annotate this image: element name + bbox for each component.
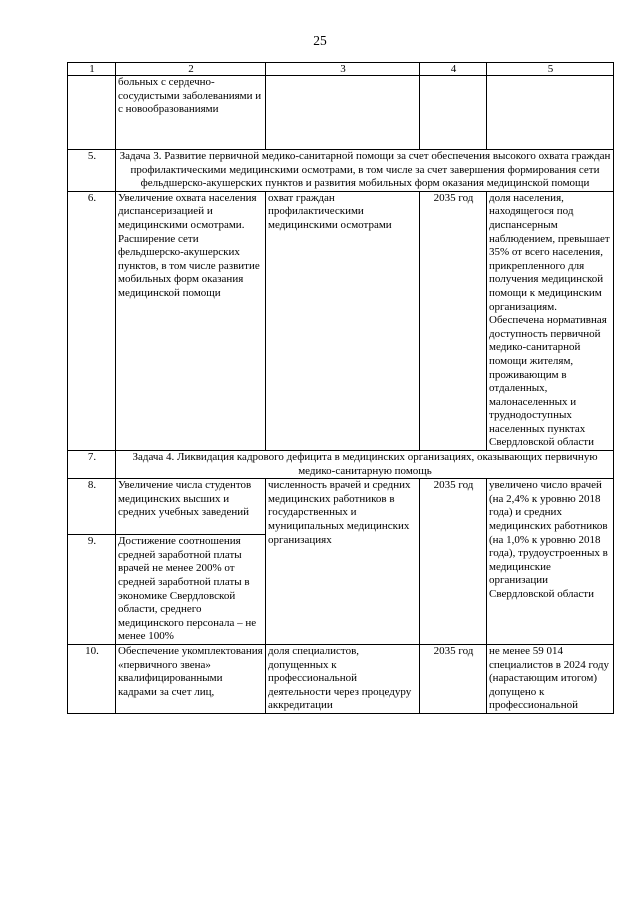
task-row xyxy=(68,150,614,192)
task-title: Задача 4. Ликвидация кадрового дефицита в медицинских организациях, оказывающих первичную медико-санитарную помощь xyxy=(116,451,614,479)
deadline-cell xyxy=(420,76,487,150)
result-cell: доля населения, находящегося под диспансерным наблюдением, превышает 35% от всего населения, прикрепленного для получения медицинской помощи к медицинским организациям. Обеспечена нормативная доступность первичной медико-санитарной помощи жителям, проживающим в отдаленных, малонаселенных и труднодоступных населенных пунктах Свердловской области xyxy=(487,191,614,450)
measure-cell: Увеличение числа студентов медицинских высших и средних учебных заведений xyxy=(116,479,266,535)
result-cell: не менее 59 014 специалистов в 2024 году (нарастающим итогом) допущено к профессиональной xyxy=(487,645,614,714)
table-header-row xyxy=(68,63,614,76)
measures-table xyxy=(67,62,614,714)
measure-cell: Обеспечение укомплектования «первичного звена» квалифицированными кадрами за счет лиц, xyxy=(116,645,266,714)
deadline-cell: 2035 год xyxy=(420,645,487,714)
row-number: 10. xyxy=(68,645,116,714)
indicator-cell xyxy=(266,76,420,150)
row-number: 8. xyxy=(68,479,116,535)
header-cell: 4 xyxy=(420,63,487,76)
row-number: 6. xyxy=(68,191,116,450)
measure-cell: Увеличение охвата населения диспансеризацией и медицинскими осмотрами. Расширение сети фельдшерско-акушерских пунктов, в том числе развитие мобильных форм оказания медицинской помощи xyxy=(116,191,266,450)
result-cell xyxy=(487,76,614,150)
page-number: 25 xyxy=(313,33,327,48)
measure-cell: Достижение соотношения средней заработной платы врачей не менее 200% от средней заработной платы в экономике Свердловской области, среднего медицинского персонала – не менее 100% xyxy=(116,535,266,645)
header-cell: 5 xyxy=(487,63,614,76)
task-title: Задача 3. Развитие первичной медико-санитарной помощи за счет обеспечения высокого охвата граждан профилактическими медицинскими осмотрами, в том числе за счет завершения формирования сети фельдшерско-акушерских пунктов и развития мобильных форм оказания медицинской помощи xyxy=(116,150,614,192)
indicator-cell: численность врачей и средних медицинских работников в государственных и муниципальных медицинских организациях xyxy=(266,479,420,645)
header-cell: 2 xyxy=(116,63,266,76)
task-row xyxy=(68,451,614,479)
table-row xyxy=(68,191,614,450)
row-number: 7. xyxy=(68,451,116,479)
header-cell: 1 xyxy=(68,63,116,76)
deadline-cell: 2035 год xyxy=(420,191,487,450)
deadline-cell: 2035 год xyxy=(420,479,487,645)
row-number xyxy=(68,76,116,150)
indicator-cell: охват граждан профилактическими медицинскими осмотрами xyxy=(266,191,420,450)
table-row xyxy=(68,645,614,714)
table-row xyxy=(68,76,614,150)
row-number: 5. xyxy=(68,150,116,192)
table-row xyxy=(68,479,614,535)
indicator-cell: доля специалистов, допущенных к профессиональной деятельности через процедуру аккредитации xyxy=(266,645,420,714)
row-number: 9. xyxy=(68,535,116,645)
header-cell: 3 xyxy=(266,63,420,76)
result-cell: увеличено число врачей (на 2,4% к уровню 2018 года) и средних медицинских работников (на 1,0% к уровню 2018 года), трудоустроенных в медицинские организации Свердловской области xyxy=(487,479,614,645)
measure-cell: больных с сердечно-сосудистыми заболеваниями и с новообразованиями xyxy=(116,76,266,150)
